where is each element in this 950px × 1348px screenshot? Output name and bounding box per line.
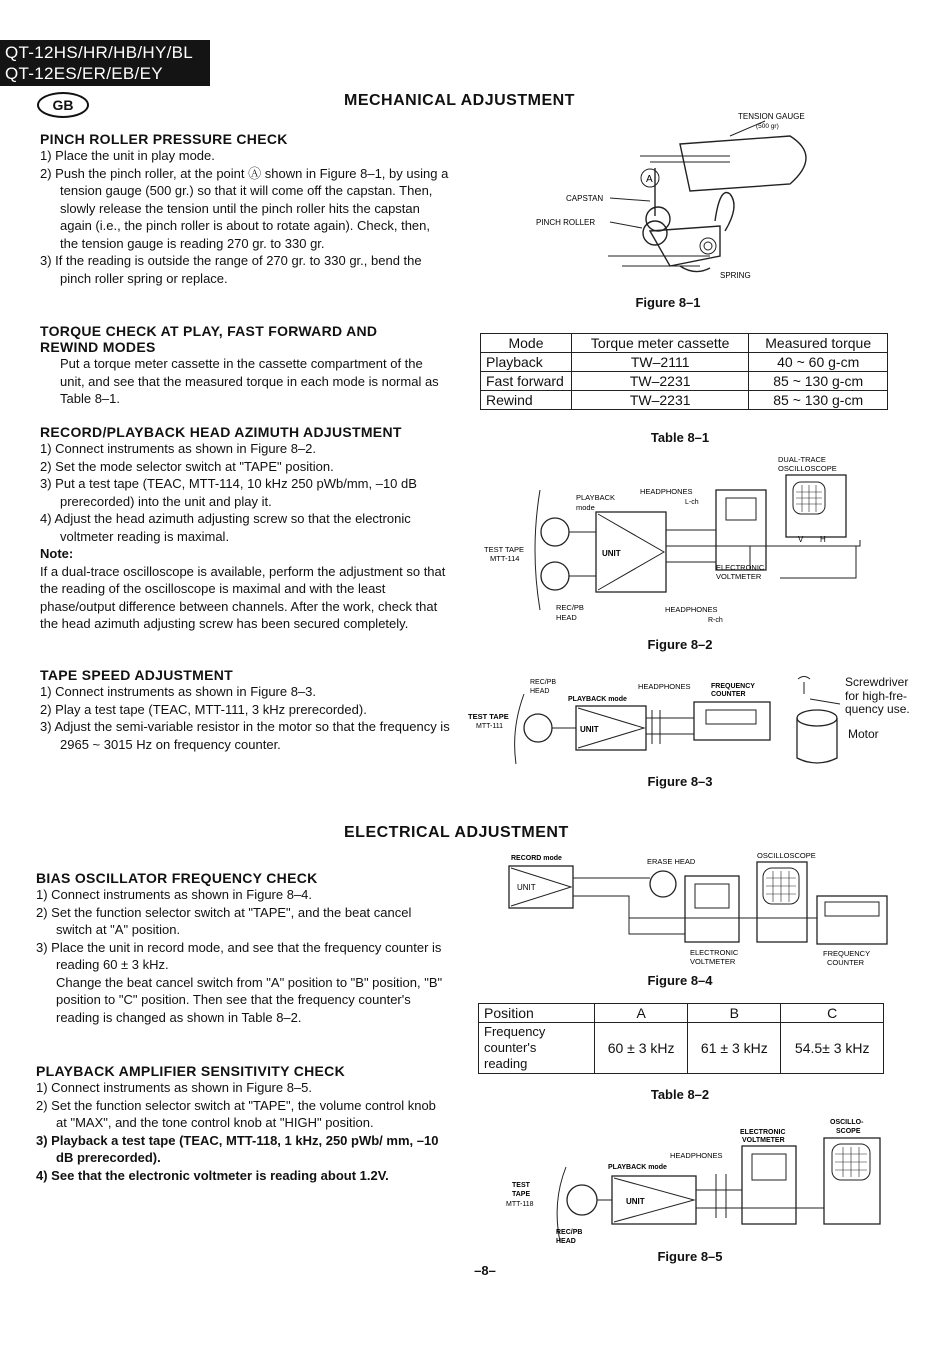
fig5-headphones-label: HEADPHONES (670, 1151, 723, 1160)
fig1-spring-label: SPRING (720, 271, 751, 280)
capstan-icon (646, 207, 670, 231)
fig2-lch-label: L-ch (685, 499, 699, 506)
figure-8-2-diagram (480, 450, 880, 630)
fig1-point-label: A (646, 174, 653, 185)
fig3-freq-label-2: COUNTER (711, 691, 746, 698)
table-2-header-cell: C (781, 1004, 884, 1023)
fig4-unit-label: UNIT (517, 883, 536, 892)
figure-8-1-caption: Figure 8–1 (635, 295, 701, 310)
playback-step-4: 4) See that the electronic voltmeter is reading about 1.2V. (36, 1167, 389, 1183)
fig4-frequency-counter-icon (817, 896, 887, 944)
playback-heading: PLAYBACK AMPLIFIER SENSITIVITY CHECK (36, 1063, 345, 1079)
speed-section (40, 667, 450, 753)
torque-text: Put a torque meter cassette in the cassette compartment of the unit, and see that the measured torque in each mode is normal as Table 8–1. (60, 356, 439, 406)
fig3-playback-label: PLAYBACK mode (568, 696, 627, 703)
fig5-voltmeter-icon (742, 1146, 796, 1224)
note-label: Note: (40, 546, 74, 561)
screwdriver-line-2: for high-fre- (845, 688, 908, 703)
azimuth-step-4: 4) Adjust the head azimuth adjusting screw so that the electronic voltmeter reading is maximal. (40, 511, 411, 544)
fig5-ev-label-2: VOLTMETER (742, 1137, 785, 1144)
bias-extra: Change the beat cancel switch from "A" position to "B" position, "B" position to "C" position. Then see that the frequency counter's reading is changed as shown in Table 8–2. (56, 974, 443, 1025)
torque-heading-1: TORQUE CHECK AT PLAY, FAST FORWARD AND (40, 323, 378, 339)
fig2-mode-label: mode (576, 503, 595, 512)
fig4-oscilloscope-icon (757, 862, 807, 942)
bias-step-3: 3) Place the unit in record mode, and see that the frequency counter is reading 60 ± 3 kHz. (36, 939, 442, 972)
fig4-voltmeter-icon (685, 876, 739, 942)
fig5-head-label: HEAD (556, 1238, 576, 1245)
page-number: –8– (474, 1263, 496, 1278)
figure-8-3-caption: Figure 8–3 (647, 774, 713, 789)
azimuth-heading: RECORD/PLAYBACK HEAD AZIMUTH ADJUSTMENT (40, 424, 402, 440)
playback-section (36, 1063, 446, 1184)
fig2-dual-label-1: DUAL-TRACE (778, 455, 826, 464)
table-2-label-line: counter's (484, 1040, 537, 1055)
fig2-headphones-label: HEADPHONES (640, 487, 693, 496)
fig2-recpb-label: REC/PB (556, 603, 584, 612)
figure-8-1-diagram (530, 106, 830, 286)
rec-pb-head-icon (541, 518, 569, 546)
fig1-pinch-label: PINCH ROLLER (536, 218, 596, 227)
fig5-test-label-2: TAPE (512, 1191, 531, 1198)
electronic-voltmeter-icon (716, 490, 766, 570)
bias-heading: BIAS OSCILLATOR FREQUENCY CHECK (36, 870, 318, 886)
screwdriver-icon (798, 677, 810, 695)
fig5-osc-label-1: OSCILLO- (830, 1119, 864, 1126)
table-2-label-line: Frequency (484, 1024, 546, 1039)
speed-heading: TAPE SPEED ADJUSTMENT (40, 667, 233, 683)
table-1-cell: Playback (481, 353, 572, 372)
pinch-step-2: 2) Push the pinch roller, at the point Ⓐ shown in Figure 8–1, by using a tension gauge (500 gr.) so that it will come off the capstan. Then, slowly release the tension until the pinch roller hits the capstan again (i.e., the pinch roller is about to rotate again). Check, then, the tension gauge is reading 270 gr. to 330 gr. (40, 165, 449, 251)
fig4-erase-label: ERASE HEAD (647, 857, 696, 866)
fig4-ev-label-1: ELECTRONIC (690, 948, 739, 957)
bias-step-2: 2) Set the function selector switch at "TAPE", and the beat cancel switch at "A" position. (36, 904, 412, 937)
table-2-cell: 54.5± 3 kHz (781, 1023, 884, 1074)
table-1-header-cell: Torque meter cassette (572, 334, 749, 353)
fig5-playback-label: PLAYBACK mode (608, 1164, 667, 1171)
motor-icon (797, 710, 837, 726)
erase-head-icon (650, 871, 676, 897)
note-text: If a dual-trace oscilloscope is available, perform the adjustment so that the reading of the oscilloscope is maximal and with the least phase/output difference between channels. After the work, check that the head azimuth adjusting screw has been secured completely. (40, 563, 446, 631)
fig4-fc-label-2: COUNTER (827, 958, 865, 967)
bias-section (36, 870, 446, 1026)
table-1-cell: 40 ~ 60 g-cm (749, 353, 888, 372)
screwdriver-note (845, 676, 910, 717)
figure-8-5-diagram (500, 1112, 890, 1250)
fig2-playback-label: PLAYBACK (576, 493, 616, 502)
motor-diagram (790, 674, 850, 769)
azimuth-section (40, 424, 450, 633)
table-1-cell: TW–2231 (572, 372, 749, 391)
azimuth-step-1: 1) Connect instruments as shown in Figure 8–2. (40, 441, 317, 456)
fig5-unit-box (612, 1176, 696, 1224)
table-8-1 (480, 333, 888, 410)
fig4-osc-label: OSCILLOSCOPE (757, 851, 816, 860)
fig1-capstan-label: CAPSTAN (566, 194, 604, 203)
fig5-osc-label-2: SCOPE (836, 1128, 861, 1135)
fig3-mtt-label: MTT-111 (476, 723, 503, 730)
table-1-row (481, 391, 888, 410)
fig5-test-label-1: TEST (512, 1182, 530, 1189)
pinch-section (40, 131, 450, 287)
table-2-header-cell: Position (479, 1004, 595, 1023)
fig2-test-label: TEST TAPE (484, 545, 525, 554)
azimuth-step-3: 3) Put a test tape (TEAC, MTT-114, 10 kHz 250 pWb/mm, –10 dB prerecorded) into the unit and play it. (40, 476, 417, 509)
region-badge: GB (37, 92, 89, 118)
playback-step-2: 2) Set the function selector switch at "TAPE", the volume control knob at "MAX", and the tone control knob at "HIGH" position. (36, 1097, 436, 1130)
table-2-row-label (479, 1023, 595, 1074)
fig2-mtt-label: MTT-114 (490, 554, 520, 563)
fig3-freq-label-1: FREQUENCY (711, 683, 755, 690)
playback-step-3: 3) Playback a test tape (TEAC, MTT-118, 1 kHz, 250 pWb/ mm, –10 dB prerecorded). (36, 1132, 439, 1165)
model-line-2: QT-12ES/ER/EB/EY (5, 64, 163, 83)
table-2-header-row (479, 1004, 884, 1023)
fig2-dual-label-2: OSCILLOSCOPE (778, 464, 837, 473)
table-1-cell: 85 ~ 130 g-cm (749, 391, 888, 410)
table-1-header-row (481, 334, 888, 353)
fig3-head-label: HEAD (530, 688, 550, 695)
table-1-row (481, 353, 888, 372)
table-1-cell: Fast forward (481, 372, 572, 391)
table-8-2-caption: Table 8–2 (650, 1087, 710, 1102)
fig2-v-label: V (798, 535, 804, 544)
fig5-ev-label-1: ELECTRONIC (740, 1129, 786, 1136)
azimuth-step-2: 2) Set the mode selector switch at "TAPE" position. (40, 458, 334, 474)
table-2-cell: 61 ± 3 kHz (688, 1023, 781, 1074)
pinch-heading: PINCH ROLLER PRESSURE CHECK (40, 131, 288, 147)
figure-8-2-caption: Figure 8–2 (647, 637, 713, 652)
screwdriver-line-1: Screwdriver (845, 675, 909, 689)
fig3-recpb-label: REC/PB (530, 679, 557, 686)
table-1-row (481, 372, 888, 391)
pinch-step-3: 3) If the reading is outside the range of 270 gr. to 330 gr., bend the pinch roller spring or replace. (40, 253, 422, 286)
figure-8-3-diagram (466, 674, 776, 769)
fig3-headphones-label: HEADPHONES (638, 682, 691, 691)
table-2-header-cell: A (595, 1004, 688, 1023)
figure-8-5-caption: Figure 8–5 (657, 1249, 723, 1264)
fig3-test-label: TEST TAPE (468, 712, 509, 721)
mechanical-title: MECHANICAL ADJUSTMENT (344, 92, 575, 109)
table-2-cell: 60 ± 3 kHz (595, 1023, 688, 1074)
fig2-h-label: H (820, 535, 826, 544)
fig5-mtt-label: MTT-118 (506, 1201, 534, 1208)
fig1-range-label: (500 gr) (756, 123, 779, 130)
bias-step-1: 1) Connect instruments as shown in Figure 8–4. (36, 887, 313, 902)
table-1-header-cell: Mode (481, 334, 572, 353)
speed-step-1: 1) Connect instruments as shown in Figure 8–3. (40, 684, 317, 699)
motor-label: Motor (848, 727, 879, 741)
fig4-fc-label-1: FREQUENCY (823, 949, 871, 958)
table-2-header-cell: B (688, 1004, 781, 1023)
fig4-ev-label-2: VOLTMETER (690, 957, 736, 966)
fig5-head-icon (567, 1185, 597, 1215)
fig2-rch-label: R-ch (708, 617, 723, 624)
speed-step-2: 2) Play a test tape (TEAC, MTT-111, 3 kHz prerecorded). (40, 701, 367, 717)
table-1-header-cell: Measured torque (749, 334, 888, 353)
spring-icon (680, 266, 710, 272)
screwdriver-line-3: quency use. (845, 702, 910, 716)
pinch-step-1: 1) Place the unit in play mode. (40, 148, 215, 163)
fig2-headphones2-label: HEADPHONES (665, 605, 718, 614)
torque-section (40, 323, 450, 408)
pinch-roller-icon (643, 221, 667, 245)
figure-8-4-diagram (505, 846, 890, 971)
table-1-cell: TW–2111 (572, 353, 749, 372)
fig5-recpb-label: REC/PB (556, 1229, 583, 1236)
table-1-cell: Rewind (481, 391, 572, 410)
table-1-cell: 85 ~ 130 g-cm (749, 372, 888, 391)
tension-gauge-icon (680, 136, 806, 191)
fig2-ev-label-1: ELECTRONIC (716, 563, 765, 572)
fig1-tension-label: TENSION GAUGE (738, 112, 805, 121)
electrical-title: ELECTRICAL ADJUSTMENT (344, 824, 569, 841)
torque-heading-2: REWIND MODES (40, 339, 156, 355)
table-2-row (479, 1023, 884, 1074)
figure-8-4-caption: Figure 8–4 (647, 973, 713, 988)
playback-step-1: 1) Connect instruments as shown in Figure 8–5. (36, 1080, 313, 1095)
table-8-2 (478, 1003, 884, 1074)
fig5-unit-label: UNIT (626, 1197, 645, 1206)
fig2-unit-label: UNIT (602, 549, 621, 558)
fig2-head-label: HEAD (556, 613, 577, 622)
fig3-unit-label: UNIT (580, 725, 599, 734)
table-1-cell: TW–2231 (572, 391, 749, 410)
model-label (0, 40, 210, 86)
table-2-label-line: reading (484, 1056, 528, 1071)
frequency-counter-icon (694, 702, 770, 740)
fig4-record-label: RECORD mode (511, 855, 562, 862)
model-line-1: QT-12HS/HR/HB/HY/BL (5, 43, 194, 62)
fig2-ev-label-2: VOLTMETER (716, 572, 762, 581)
fig3-head-icon (524, 714, 552, 742)
speed-step-3: 3) Adjust the semi-variable resistor in the motor so that the frequency is 2965 ~ 3015 Hz on frequency counter. (40, 719, 450, 752)
table-8-1-caption: Table 8–1 (650, 430, 710, 445)
